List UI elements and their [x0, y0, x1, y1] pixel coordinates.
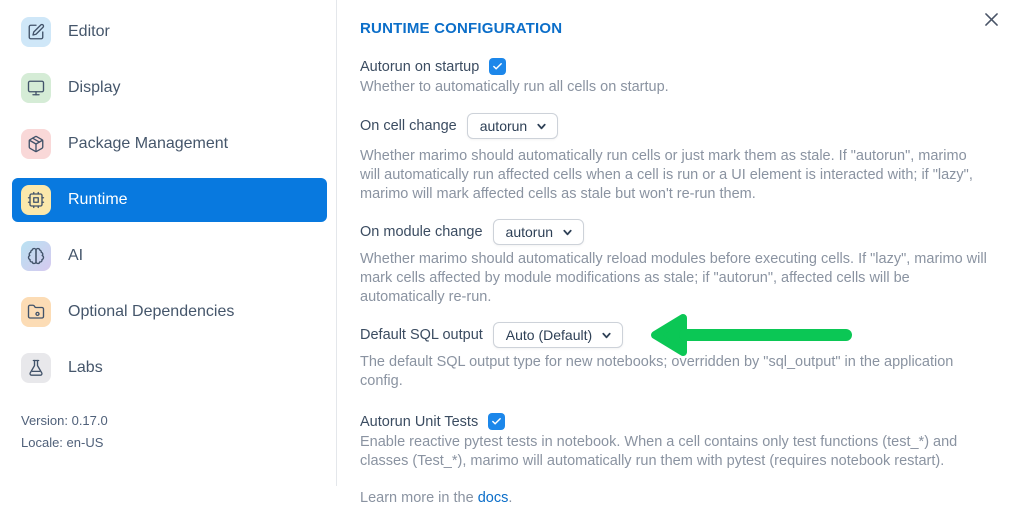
check-icon	[491, 416, 502, 427]
field-label: Autorun Unit Tests	[360, 413, 479, 430]
sidebar-meta	[12, 410, 327, 454]
check-icon	[492, 61, 503, 72]
sidebar-item-package-management[interactable]	[12, 122, 327, 166]
sidebar-item-label: AI	[68, 247, 84, 264]
brain-icon	[21, 241, 51, 271]
package-icon	[21, 129, 51, 159]
field-label: Autorun on startup	[360, 58, 480, 75]
autorun-on-startup-checkbox[interactable]	[489, 58, 506, 75]
field-label: On cell change	[360, 118, 457, 134]
field-on-module-change	[360, 219, 990, 245]
sidebar-item-label: Editor	[68, 23, 110, 40]
on-cell-change-select[interactable]	[467, 113, 558, 139]
sidebar-item-optional-dependencies[interactable]	[12, 290, 327, 334]
sidebar-item-editor[interactable]	[12, 10, 327, 54]
field-default-sql-output	[360, 322, 990, 348]
sidebar-item-label: Labs	[68, 359, 103, 376]
close-button[interactable]	[981, 9, 1001, 29]
field-description: Whether marimo should automatically run cells or just mark them as stale. If "autorun", marimo will automatically run affected cells when a cell is run or a UI element is interacted with; if "lazy", marimo will mark affected cells as stale but won't re-run them.	[360, 148, 973, 202]
green-arrow-left-icon	[647, 322, 857, 348]
sidebar-item-label: Display	[68, 79, 121, 96]
field-on-cell-change	[360, 113, 990, 139]
page-title: RUNTIME CONFIGURATION	[360, 20, 563, 37]
field-description: Whether to automatically run all cells on startup.	[360, 79, 669, 95]
x-icon	[985, 13, 998, 26]
field-autorun-on-startup	[360, 58, 990, 75]
sidebar-item-label: Package Management	[68, 135, 229, 152]
edit-square-icon	[21, 17, 51, 47]
sidebar-item-ai[interactable]	[12, 234, 327, 278]
select-value: autorun	[479, 117, 528, 134]
autorun-unit-tests-checkbox[interactable]	[488, 413, 505, 430]
monitor-icon	[21, 73, 51, 103]
locale-text: Locale: en-US	[21, 435, 104, 450]
chevron-down-icon	[562, 227, 573, 238]
on-module-change-select[interactable]	[493, 219, 584, 245]
chevron-down-icon	[601, 330, 612, 341]
folder-dot-icon	[21, 297, 51, 327]
sidebar-item-runtime[interactable]	[12, 178, 327, 222]
runtime-settings-panel	[337, 0, 1014, 506]
settings-sidebar	[0, 0, 337, 486]
select-value: Auto (Default)	[505, 326, 593, 343]
default-sql-output-select[interactable]	[493, 322, 623, 348]
version-text: Version: 0.17.0	[21, 413, 108, 428]
learn-more-line	[360, 490, 990, 506]
sidebar-item-label: Optional Dependencies	[68, 303, 235, 320]
learn-more-period: .	[508, 490, 513, 506]
sidebar-item-label: Runtime	[68, 191, 128, 208]
field-description: Enable reactive pytest tests in notebook. When a cell contains only test functions (test_*) and classes (Test_*), marimo will automatically run them with pytest (requires notebook restart).	[360, 434, 958, 469]
field-autorun-unit-tests	[360, 413, 990, 430]
docs-link[interactable]: docs	[477, 490, 509, 506]
select-value: autorun	[505, 223, 554, 240]
chevron-down-icon	[536, 121, 547, 132]
sidebar-item-display[interactable]	[12, 66, 327, 110]
cpu-icon	[21, 185, 51, 215]
flask-icon	[21, 353, 51, 383]
field-label: Default SQL output	[360, 327, 483, 343]
sidebar-item-labs[interactable]	[12, 346, 327, 390]
field-description: Whether marimo should automatically reload modules before executing cells. If "lazy", marimo will mark cells affected by module modifications as stale; if "autorun", affected cells will be automatically re-run.	[360, 251, 987, 305]
field-label: On module change	[360, 224, 483, 240]
learn-more-text: Learn more in the	[360, 490, 478, 506]
field-description: The default SQL output type for new notebooks; overridden by "sql_output" in the application config.	[360, 354, 954, 389]
